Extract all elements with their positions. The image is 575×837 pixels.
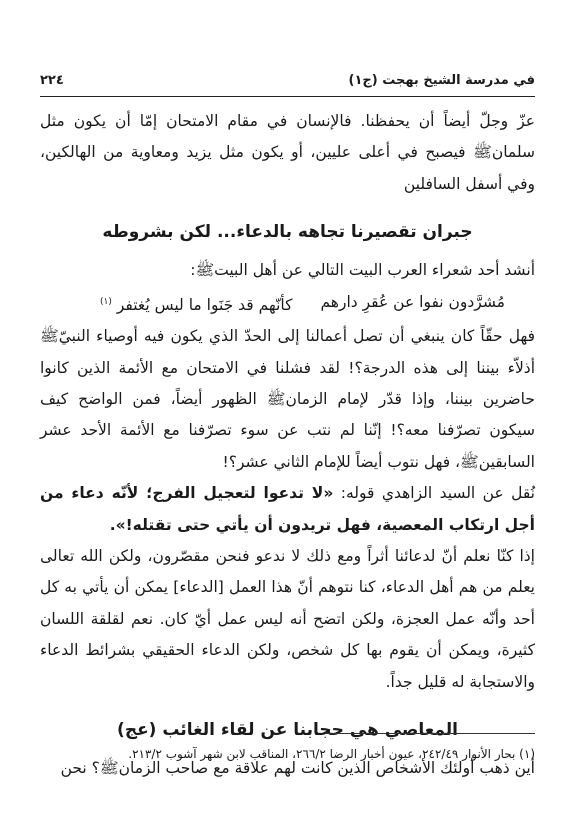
footnote-divider (325, 733, 535, 734)
paragraph-3: فهل حقّاً كان ينبغي أن تصل أعمالنا إلى الحدّ الذي يكون فيه أوصياء النبيّﷺ أذلاّء بيننا إلى هذه الدرجة؟! لقد فشلنا في الامتحان مع الأئمة الذين كانوا حاضرين بيننا، وإذا قدّر لإمام الزمانﷺ الظهور أيضاً، فمن الواضح كيف سيكون تصرّفنا معه؟! إنّنا لم نتب عن سوء تصرّفنا مع الأئمة الأحد عشر السابقينﷺ، فهل نتوب أيضاً للإمام الثاني عشر؟! (40, 327, 535, 471)
quote-text: «لا تدعوا لتعجيل الفرج؛ لأنّه دعاء من أجل ارتكاب المعصية، فهل تريدون أن يأتي حتى تقتله!». (40, 484, 535, 534)
quote-intro: نُقل عن السيد الزاهدي قوله: (333, 484, 535, 503)
verse-first-hemistich: مُشرَّدون نفوا عن عُقرِ دارهم (320, 292, 505, 311)
paragraph-2: أنشد أحد شعراء العرب البيت التالي عن أهل البيتﷺ: (190, 261, 535, 280)
header-divider (40, 96, 535, 97)
paragraph-5: إذا كنّا نعلم أنّ لدعائنا أثراً ومع ذلك لا ندعو فنحن مقصّرون، ولكن الله تعالى يعلم من هم أهل الدعاء، كنا نتوهم أنّ هذا العمل [الدعاء] يمكن أن يأتي به كل أحد وأنّه عمل العجزة، ولكن اتضح أنه ليس عمل أيّ كان. نعم لقلقة اللسان كثيرة، ويمكن أن يقوم بها كل شخص، ولكن الدعاء الحقيقي بشرائط الدعاء والاستجابة له قليل جداً. (40, 547, 535, 691)
running-title: في مدرسة الشيخ بهجت (ج١) (348, 73, 535, 88)
paragraph-6: أين ذهب أولئك الأشخاص الذين كانت لهم علاقة مع صاحب الزمانﷺ؟ نحن (60, 759, 535, 778)
paragraph-4 (40, 478, 535, 541)
section-heading-2: المعاصي هي حجابنا عن لقاء الغائب (عج) (117, 720, 458, 741)
poem-verse (40, 287, 535, 322)
footnote: (١) بحار الأنوار ٢٤٢/٤٩، عيون أخبار الرضا ٢٦٦/٢، المناقب لابن شهر آشوب ٢١٣/٢. (128, 747, 535, 761)
page-body (40, 106, 535, 784)
paragraph-1: عزّ وجلّ أيضاً أن يحفظنا. فالإنسان في مقام الامتحان إمّا أن يكون مثل سلمانﷺ فيصبح في أعلى عليين، أو يكون مثل يزيد ومعاوية من الهالكين، وفي أسفل السافلين (40, 112, 535, 193)
page-number: ٢٢٤ (40, 73, 64, 88)
verse-second-hemistich: كأنّهم قد جَنَوا ما ليس يُغتفر $^{(١)}$ (100, 295, 293, 314)
section-heading-1: جبران تقصيرنا تجاهه بالدعاء... لكن بشروطه (102, 222, 473, 243)
footnote-marker: (١) (100, 296, 112, 307)
page-header (40, 62, 535, 88)
